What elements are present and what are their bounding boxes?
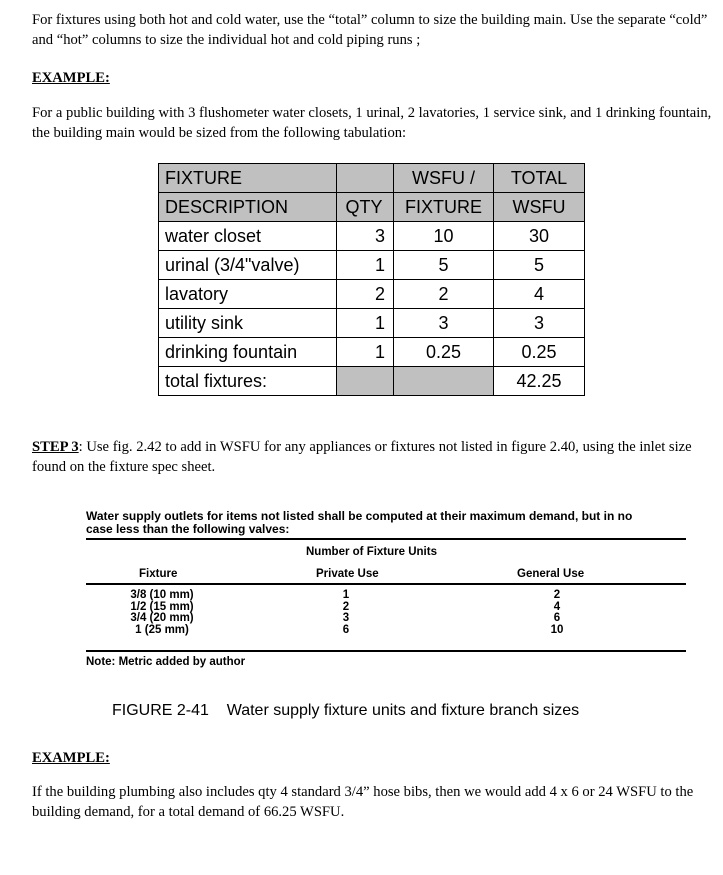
cell-description: utility sink [159, 309, 337, 338]
figure-fixture-cell: 1 (25 mm) [135, 623, 189, 636]
header-total: TOTAL [494, 164, 585, 193]
table-header-row-1 [159, 164, 585, 193]
header-blank [337, 164, 394, 193]
example-heading-2: EXAMPLE: [32, 750, 110, 766]
figure-rule-bottom [86, 650, 686, 652]
figure-general-cell: 10 [550, 623, 564, 636]
cell-description: water closet [159, 222, 337, 251]
figure-footnote: Note: Metric added by author [86, 656, 246, 668]
cell-total: 0.25 [494, 338, 585, 367]
figure-col-fixture: Fixture [139, 568, 178, 580]
cell-wsfu-per: 10 [394, 222, 494, 251]
example-heading-1: EXAMPLE: [32, 70, 110, 86]
example-1-paragraph: For a public building with 3 flushometer water closets, 1 urinal, 2 lavatories, 1 service sink, and 1 drinking fountain, the building main would be sized from the following tabulation: [32, 105, 712, 141]
header-description: DESCRIPTION [159, 193, 337, 222]
figure-note-line-2: case less than the following valves: [86, 522, 290, 536]
total-wsfu-blank [394, 367, 494, 396]
cell-wsfu-per: 0.25 [394, 338, 494, 367]
figure-general-cell: 6 [553, 612, 561, 624]
table-header-row-2 [159, 193, 585, 222]
header-fixture-2: FIXTURE [394, 193, 494, 222]
cell-qty: 2 [337, 280, 394, 309]
cell-description: drinking fountain [159, 338, 337, 367]
figure-caption-text: Water supply fixture units and fixture branch sizes [226, 702, 580, 719]
figure-fixture-column [112, 590, 212, 636]
cell-description: lavatory [159, 280, 337, 309]
figure-private-column [336, 590, 356, 636]
example-2-paragraph: If the building plumbing also includes qty 4 standard 3/4” hose bibs, then we would add 4 x 6 or 24 WSFU to the building demand, for a total demand of 66.25 WSFU. [32, 784, 694, 820]
fixture-table [158, 163, 585, 396]
header-wsfu: WSFU [494, 193, 585, 222]
figure-general-cell: 2 [553, 589, 561, 601]
table-row [159, 338, 585, 367]
figure-general-cell: 4 [553, 600, 561, 613]
figure-note-line-1: Water supply outlets for items not listed shall be computed at their maximum demand, but in no [86, 509, 633, 523]
figure-rule-top [86, 538, 686, 540]
figure-caption-number: FIGURE 2-41 [112, 702, 209, 719]
figure-general-column [545, 590, 569, 636]
cell-qty: 1 [337, 338, 394, 367]
figure-group-header: Number of Fixture Units [306, 546, 437, 558]
figure-fixture-cell: 3/8 (10 mm) [130, 589, 194, 601]
step-3-text: : Use fig. 2.42 to add in WSFU for any appliances or fixtures not listed in figure 2.40, using the inlet size found on the fixture spec sheet. [32, 439, 692, 475]
cell-wsfu-per: 2 [394, 280, 494, 309]
cell-qty: 3 [337, 222, 394, 251]
header-qty: QTY [337, 193, 394, 222]
intro-paragraph: For fixtures using both hot and cold water, use the “total” column to size the building main. Use the separate “cold” and “hot” columns to size the individual hot and cold piping runs ; [32, 12, 708, 48]
figure-private-cell: 6 [342, 623, 350, 636]
figure-col-general: General Use [517, 568, 585, 580]
table-row [159, 222, 585, 251]
table-row [159, 251, 585, 280]
figure-col-private: Private Use [316, 568, 379, 580]
step-3-paragraph [32, 437, 716, 477]
total-label: total fixtures: [159, 367, 337, 396]
total-qty-blank [337, 367, 394, 396]
table-row [159, 309, 585, 338]
figure-private-cell: 2 [342, 600, 350, 613]
figure-rule-header [86, 583, 686, 585]
table-row [159, 280, 585, 309]
cell-wsfu-per: 3 [394, 309, 494, 338]
cell-total: 30 [494, 222, 585, 251]
header-fixture: FIXTURE [159, 164, 337, 193]
cell-total: 5 [494, 251, 585, 280]
figure-private-cell: 3 [342, 612, 350, 624]
cell-wsfu-per: 5 [394, 251, 494, 280]
cell-qty: 1 [337, 309, 394, 338]
figure-fixture-cell: 1/2 (15 mm) [130, 600, 194, 613]
table-total-row [159, 367, 585, 396]
cell-qty: 1 [337, 251, 394, 280]
figure-private-cell: 1 [342, 589, 350, 601]
cell-description: urinal (3/4"valve) [159, 251, 337, 280]
figure-fixture-cell: 3/4 (20 mm) [130, 612, 194, 624]
total-wsfu-value: 42.25 [494, 367, 585, 396]
step-3-label: STEP 3 [32, 439, 79, 455]
cell-total: 4 [494, 280, 585, 309]
cell-total: 3 [494, 309, 585, 338]
header-wsfu-per: WSFU / [394, 164, 494, 193]
figure-caption [112, 702, 579, 720]
